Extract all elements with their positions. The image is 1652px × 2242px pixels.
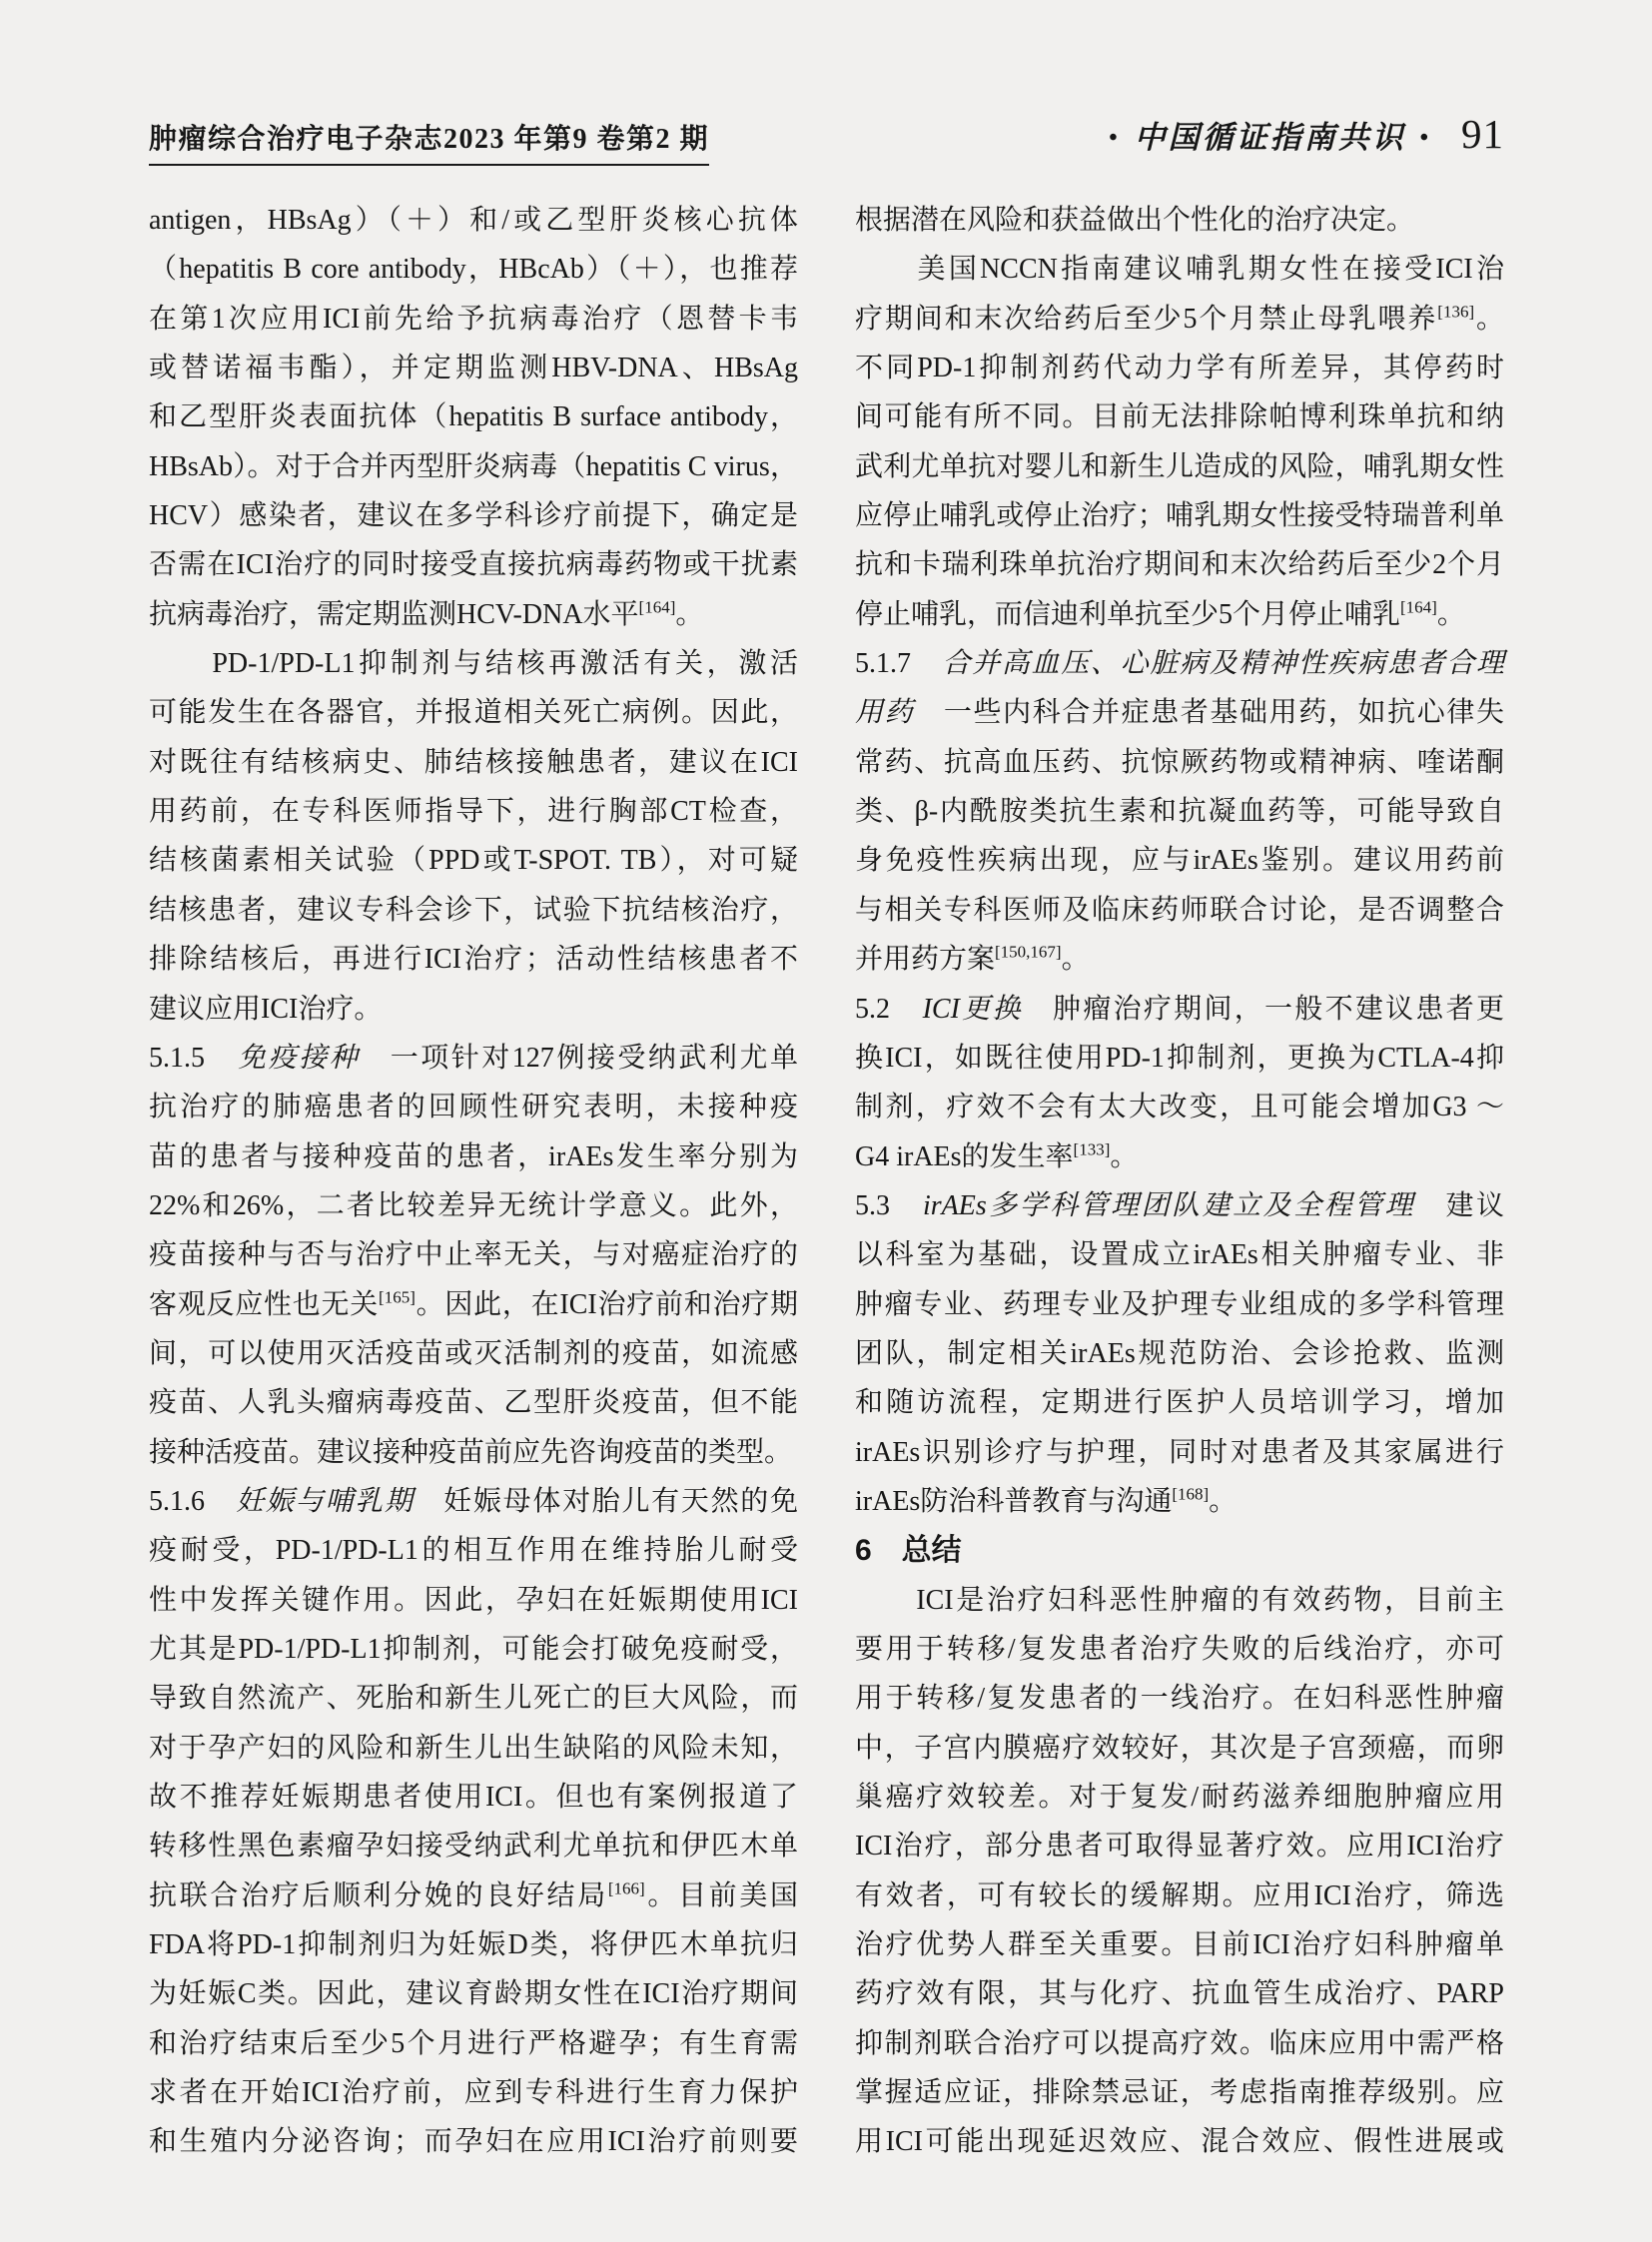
- text-line: [149, 1625, 798, 1674]
- text-line: [855, 540, 1504, 589]
- body-text: 与相关专科医师及临床药师联合讨论，是否调整合: [855, 894, 1504, 926]
- body-text: 不同PD-1抑制剂药代动力学有所差异，其停药时: [855, 353, 1504, 384]
- body-text: 疫苗接种与否与治疗中止率无关，与对癌症治疗的: [149, 1239, 798, 1271]
- body-text: 5.1.6: [149, 1485, 237, 1517]
- section-heading-text: 妊娠与哺乳期: [236, 1485, 414, 1517]
- running-head: [149, 110, 1504, 166]
- reference-superscript: [150,167]: [995, 942, 1062, 962]
- text-line: [149, 295, 798, 344]
- body-text: 和随访流程，定期进行医护人员培训学习，增加: [855, 1387, 1504, 1419]
- body-text: 和治疗结束后至少5个月进行严格避孕；有生育需: [149, 2027, 798, 2059]
- text-line: [855, 1773, 1504, 1822]
- body-text: 故不推荐妊娠期患者使用ICI。但也有案例报道了: [149, 1782, 798, 1813]
- body-text: 5.3: [855, 1189, 923, 1221]
- body-text: 制剂，疗效不会有太大改变，且可能会增加G3 ～: [855, 1092, 1504, 1123]
- body-text: 巢癌疗效较差。对于复发/耐药滋养细胞肿瘤应用: [855, 1782, 1504, 1813]
- text-line: [855, 738, 1504, 787]
- text-line: [855, 1034, 1504, 1083]
- body-text: 5.1.5: [149, 1042, 239, 1074]
- body-text: 疗期间和末次给药后至少5个月禁止母乳喂养[136]。: [855, 302, 1504, 335]
- text-line: [149, 1034, 798, 1083]
- body-text: 尤其是PD-1/PD-L1抑制剂，可能会打破免疫耐受，: [149, 1633, 798, 1665]
- text-line: [855, 2019, 1504, 2068]
- text-line: [149, 491, 798, 540]
- text-line: [855, 295, 1504, 344]
- section-heading-text: 合并高血压、心脏病及精神性疾病患者合理: [942, 648, 1504, 680]
- body-text: 换ICI，如既往使用PD-1抑制剂，更换为CTLA-4抑: [855, 1042, 1504, 1074]
- text-line: [149, 1674, 798, 1723]
- text-line: [149, 688, 798, 737]
- reference-superscript: [165]: [379, 1287, 415, 1307]
- text-line: [149, 540, 798, 589]
- text-line: [855, 639, 1504, 688]
- body-text: 客观反应性也无关[165]。因此，在ICI治疗前和治疗期: [149, 1287, 798, 1320]
- body-text: 用药前，在专科医师指导下，进行胸部CT检查，: [149, 796, 798, 828]
- text-line: [149, 1083, 798, 1131]
- text-line: [855, 2117, 1504, 2166]
- left-text-column: [149, 196, 798, 2167]
- text-line: [855, 491, 1504, 540]
- text-line: [855, 787, 1504, 836]
- text-line: [149, 1773, 798, 1822]
- text-line: [855, 1526, 1504, 1575]
- text-line: [149, 392, 798, 441]
- text-line: [855, 392, 1504, 441]
- text-line: [149, 1181, 798, 1230]
- text-line: [855, 196, 1504, 245]
- body-text: 间可能有所不同。目前无法排除帕博利珠单抗和纳: [855, 401, 1504, 433]
- text-line: [855, 1132, 1504, 1181]
- body-text: 武利尤单抗对婴儿和新生儿造成的风险，哺乳期女性: [855, 450, 1504, 482]
- body-text: 排除结核后，再进行ICI治疗；活动性结核患者不: [149, 944, 798, 976]
- body-text: 求者在开始ICI治疗前，应到专科进行生育力保护: [149, 2077, 798, 2109]
- body-text: 中，子宫内膜癌疗效较好，其次是子宫颈癌，而卵: [855, 1732, 1504, 1764]
- section-heading-text: 用药: [855, 697, 915, 729]
- series-title-group: [1109, 112, 1431, 157]
- body-text: antigen，HBsAg）（＋）和/或乙型肝炎核心抗体: [149, 205, 798, 236]
- body-text: 以科室为基础，设置成立irAEs相关肿瘤专业、非: [855, 1239, 1504, 1271]
- text-line: [855, 935, 1504, 984]
- body-text: 22%和26%，二者比较差异无统计学意义。此外，: [149, 1189, 798, 1221]
- body-text: 身免疫性疾病出现，应与irAEs鉴别。建议用药前: [855, 845, 1504, 877]
- text-line: [149, 935, 798, 984]
- body-text: 治疗优势人群至关重要。目前ICI治疗妇科肿瘤单: [855, 1929, 1504, 1961]
- section-heading-text: ICI更换: [922, 993, 1023, 1025]
- body-text: 性中发挥关键作用。因此，孕妇在妊娠期使用ICI: [149, 1584, 798, 1616]
- body-text: 掌握适应证，排除禁忌证，考虑指南推荐级别。应: [855, 2077, 1504, 2109]
- body-text: （hepatitis B core antibody，HBcAb）（＋），也推荐: [149, 254, 798, 286]
- right-text-column: [855, 196, 1504, 2167]
- text-line: [855, 1822, 1504, 1870]
- text-line: [855, 1230, 1504, 1279]
- text-line: [855, 1724, 1504, 1773]
- text-line: [149, 1920, 798, 1969]
- body-text: 肿瘤专业、药理专业及护理专业组成的多学科管理: [855, 1288, 1504, 1320]
- text-line: [855, 590, 1504, 639]
- body-text: 在第1次应用ICI前先给予抗病毒治疗（恩替卡韦: [149, 303, 798, 335]
- text-line: [149, 1132, 798, 1181]
- body-text: 可能发生在各器官，并报道相关死亡病例。因此，: [149, 697, 798, 729]
- body-text: 常药、抗高血压药、抗惊厥药物或精神病、喹诺酮: [855, 746, 1504, 778]
- body-text: 对于孕产妇的风险和新生儿出生缺陷的风险未知，: [149, 1732, 798, 1764]
- text-line: [149, 1280, 798, 1329]
- body-text: 和生殖内分泌咨询；而孕妇在应用ICI治疗前则要: [149, 2126, 798, 2158]
- body-text: 为妊娠C类。因此，建议育龄期女性在ICI治疗期间: [149, 1978, 798, 2010]
- bullet-icon: •: [1109, 125, 1121, 151]
- journal-title: 肿瘤综合治疗电子杂志2023 年第9 卷第2 期: [149, 117, 709, 166]
- text-line: [855, 1920, 1504, 1969]
- body-text: 5.2: [855, 993, 923, 1025]
- text-line: [149, 1724, 798, 1773]
- body-text: 对既往有结核病史、肺结核接触患者，建议在ICI: [149, 746, 798, 778]
- body-text: 用ICI可能出现延迟效应、混合效应、假性进展或: [855, 2126, 1504, 2158]
- body-text: 抗联合治疗后顺利分娩的良好结局[166]。目前美国: [149, 1878, 798, 1911]
- body-text: 用于转移/复发患者的一线治疗。在妇科恶性肿瘤: [855, 1683, 1504, 1715]
- body-text: 导致自然流产、死胎和新生儿死亡的巨大风险，而: [149, 1683, 798, 1715]
- body-text: 建议: [1415, 1189, 1504, 1221]
- body-text: irAEs识别诊疗与护理，同时对患者及其家属进行: [855, 1436, 1504, 1468]
- text-line: [855, 1576, 1504, 1625]
- text-line: [855, 1280, 1504, 1329]
- text-line: [855, 245, 1504, 294]
- body-text: ICI治疗，部分患者可取得显著疗效。应用ICI治疗: [855, 1831, 1504, 1863]
- text-line: [855, 1625, 1504, 1674]
- text-line: [149, 2068, 798, 2117]
- body-text: 要用于转移/复发患者治疗失败的后线治疗，亦可: [855, 1633, 1504, 1665]
- text-line: [149, 1822, 798, 1870]
- body-text: 结核菌素相关试验（PPD或T-SPOT. TB），对可疑: [149, 845, 798, 877]
- text-line: [149, 985, 798, 1034]
- body-text: irAEs防治科普教育与沟通[168]。: [855, 1484, 1238, 1517]
- reference-superscript: [166]: [607, 1878, 645, 1898]
- body-text: 结核患者，建议专科会诊下，试验下抗结核治疗，: [149, 894, 798, 926]
- body-text: 抗和卡瑞利珠单抗治疗期间和末次给药后至少2个月: [855, 549, 1504, 581]
- text-line: [149, 1329, 798, 1378]
- body-text: 根据潜在风险和获益做出个性化的治疗决定。: [855, 205, 1415, 236]
- text-line: [855, 886, 1504, 935]
- reference-superscript: [168]: [1172, 1484, 1210, 1504]
- text-line: [149, 1378, 798, 1427]
- text-line: [855, 1329, 1504, 1378]
- body-text: 疫苗、人乳头瘤病毒疫苗、乙型肝炎疫苗，但不能: [149, 1387, 798, 1419]
- body-text: 美国NCCN指南建议哺乳期女性在接受ICI治: [855, 254, 1504, 286]
- body-text: 建议应用ICI治疗。: [149, 993, 383, 1025]
- body-text: FDA将PD-1抑制剂归为妊娠D类，将伊匹木单抗归: [149, 1929, 798, 1961]
- text-line: [149, 1230, 798, 1279]
- page-number: 91: [1461, 111, 1504, 157]
- text-line: [149, 836, 798, 885]
- body-text: 一些内科合并症患者基础用药，如抗心律失: [914, 697, 1504, 729]
- bullet-icon: •: [1419, 125, 1431, 151]
- text-line: [149, 1428, 798, 1477]
- text-line: [855, 442, 1504, 491]
- text-line: [855, 836, 1504, 885]
- body-text: 或替诺福韦酯），并定期监测HBV-DNA、HBsAg: [149, 353, 798, 384]
- body-text: 停止哺乳，而信迪利单抗至少5个月停止哺乳[164]。: [855, 597, 1465, 630]
- body-text: 肿瘤治疗期间，一般不建议患者更: [1022, 993, 1504, 1025]
- text-line: [149, 787, 798, 836]
- body-text: 类、β-内酰胺类抗生素和抗凝血药等，可能导致自: [855, 796, 1504, 828]
- text-line: [149, 738, 798, 787]
- text-line: [149, 245, 798, 294]
- text-line: [149, 1871, 798, 1920]
- body-text: 抗治疗的肺癌患者的回顾性研究表明，未接种疫: [149, 1092, 798, 1123]
- text-line: [149, 1477, 798, 1526]
- text-line: [149, 1526, 798, 1575]
- section-heading-text: 免疫接种: [238, 1042, 361, 1074]
- text-line: [855, 1428, 1504, 1477]
- text-line: [855, 1181, 1504, 1230]
- text-line: [855, 688, 1504, 737]
- text-line: [149, 442, 798, 491]
- text-line: [855, 2068, 1504, 2117]
- text-line: [149, 196, 798, 245]
- body-text: 应停止哺乳或停止治疗；哺乳期女性接受特瑞普利单: [855, 500, 1504, 532]
- reference-superscript: [133]: [1073, 1139, 1111, 1159]
- text-line: [149, 2019, 798, 2068]
- reference-superscript: [164]: [638, 597, 676, 617]
- body-text: 有效者，可有较长的缓解期。应用ICI治疗，筛选: [855, 1879, 1504, 1911]
- body-text: 接种活疫苗。建议接种疫苗前应先咨询疫苗的类型。: [149, 1436, 793, 1468]
- body-text: 间，可以使用灭活疫苗或灭活制剂的疫苗，如流感: [149, 1337, 798, 1369]
- text-line: [855, 344, 1504, 392]
- body-text: PD-1/PD-L1抑制剂与结核再激活有关，激活: [149, 648, 798, 680]
- text-line: [855, 1674, 1504, 1723]
- text-line: [149, 886, 798, 935]
- text-line: [149, 1576, 798, 1625]
- body-text: 否需在ICI治疗的同时接受直接抗病毒药物或干扰素: [149, 549, 798, 581]
- text-line: [855, 1871, 1504, 1920]
- body-text: HCV）感染者，建议在多学科诊疗前提下，确定是: [149, 500, 798, 532]
- text-line: [855, 1477, 1504, 1526]
- body-text: ICI是治疗妇科恶性肿瘤的有效药物，目前主: [855, 1584, 1504, 1616]
- body-text: 一项针对127例接受纳武利尤单: [360, 1042, 798, 1074]
- body-text: 苗的患者与接种疫苗的患者，irAEs发生率分别为: [149, 1140, 798, 1172]
- text-line: [855, 1969, 1504, 2018]
- body-text: HBsAb）。对于合并丙型肝炎病毒（hepatitis C virus，: [149, 450, 798, 482]
- text-line: [149, 639, 798, 688]
- text-line: [149, 590, 798, 639]
- series-header: [1109, 110, 1504, 158]
- series-title: 中国循证指南共识: [1134, 120, 1406, 155]
- body-text: 药疗效有限，其与化疗、抗血管生成治疗、PARP: [855, 1978, 1504, 2010]
- body-text: 抑制剂联合治疗可以提高疗效。临床应用中需严格: [855, 2027, 1504, 2059]
- body-text: 5.1.7: [855, 648, 943, 680]
- body-text: 和乙型肝炎表面抗体（hepatitis B surface antibody，: [149, 401, 798, 433]
- body-text: 并用药方案[150,167]。: [855, 942, 1090, 976]
- body-text: G4 irAEs的发生率[133]。: [855, 1139, 1139, 1172]
- section-heading-text: irAEs多学科管理团队建立及全程管理: [922, 1189, 1416, 1221]
- text-line: [149, 1969, 798, 2018]
- text-line: [149, 2117, 798, 2166]
- body-text: 妊娠母体对胎儿有天然的免: [413, 1485, 798, 1517]
- text-line: [855, 1083, 1504, 1131]
- body-text: 团队，制定相关irAEs规范防治、会诊抢救、监测: [855, 1337, 1504, 1369]
- text-line: [149, 344, 798, 392]
- text-line: [855, 1378, 1504, 1427]
- reference-superscript: [136]: [1437, 302, 1475, 322]
- body-text: 转移性黑色素瘤孕妇接受纳武利尤单抗和伊匹木单: [149, 1831, 798, 1863]
- reference-superscript: [164]: [1400, 597, 1437, 617]
- body-text: 抗病毒治疗，需定期监测HCV-DNA水平[164]。: [149, 597, 704, 630]
- body-text: 疫耐受，PD-1/PD-L1的相互作用在维持胎儿耐受: [149, 1535, 798, 1567]
- chapter-heading-text: 6 总结: [855, 1534, 962, 1568]
- text-line: [855, 985, 1504, 1034]
